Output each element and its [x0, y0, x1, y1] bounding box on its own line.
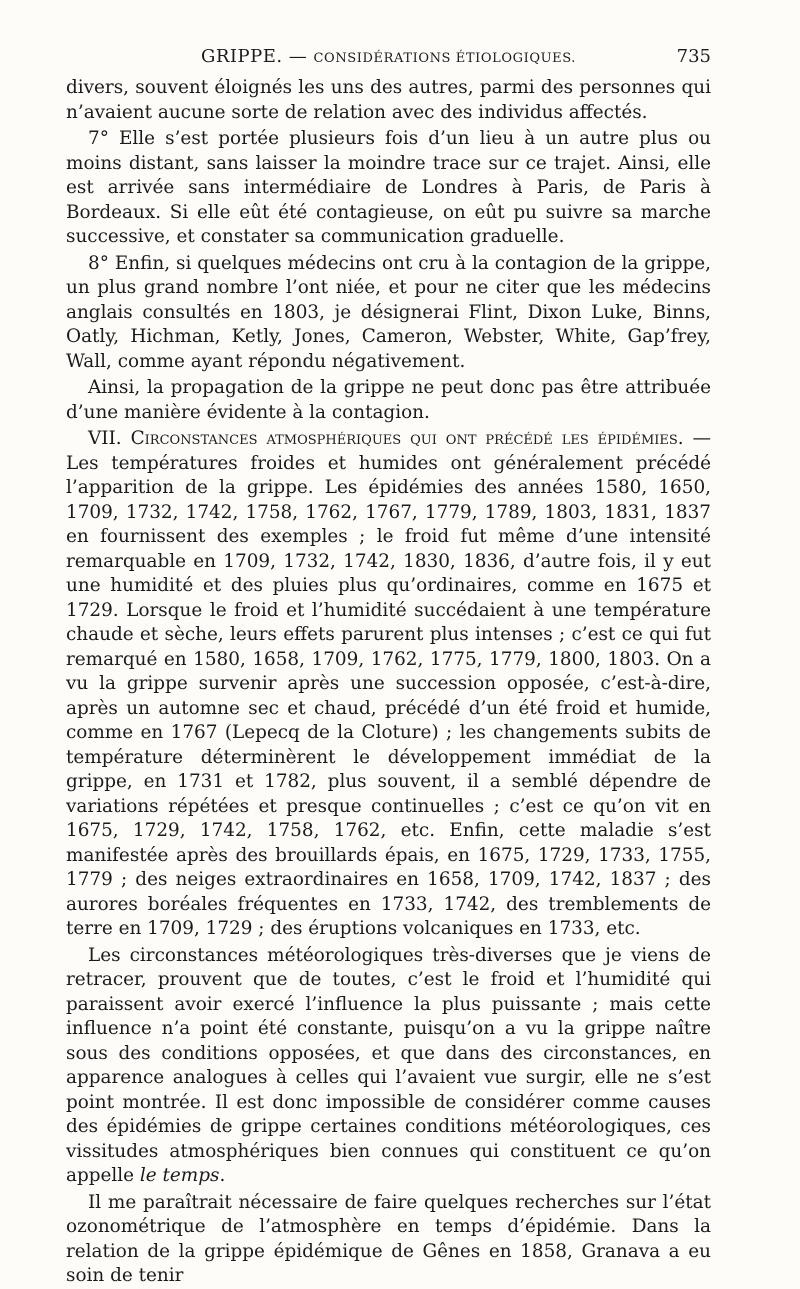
- paragraph-circonstances-text: Les circonstances météorologiques très-diverses que je viens de retracer, prouvent que de toutes, c’est le froid et l’humidité qui paraissent avoir exercé l’influence la plus puissante ; mais cette influence n’a point été constante, puisqu’on a vu la grippe naître sous des conditions opposées, et que dans des circonstances, en apparence analogues à celles qui l’avaient vue surgir, elle ne s’est point montrée. Il est donc impossible de considérer comme causes des épidémies de grippe certaines conditions météorologiques, ces vissitudes atmosphériques bien connues qui constituent ce qu’on appelle: [66, 944, 711, 1186]
- paragraph-conclusion: Ainsi, la propagation de la grippe ne peut donc pas être attribuée d’une manière évidente à la contagion.: [66, 377, 711, 423]
- section-vii-body: — Les températures froides et humides ont généralement précédé l’apparition de la grippe. Les épidémies des années 1580, 1650, 1709, 1732, 1742, 1758, 1762, 1767, 1779, 1789, 1803, 1831, 1837 en fournissent des exemples ; le froid fut même d’une intensité remarquable en 1709, 1732, 1742, 1830, 1836, d’autre fois, il y eut une humidité et des pluies plus qu’ordinaires, comme en 1675 et 1729. Lorsque le froid et l’humidité succédaient à une température chaude et sèche, leurs effets parurent plus intenses ; c’est ce qui fut remarqué en 1580, 1658, 1709, 1762, 1775, 1779, 1800, 1803. On a vu la grippe survenir après une succession opposée, c’est-à-dire, après un automne sec et chaud, précédé d’un été froid et humide, comme en 1767 (Lepecq de la Cloture) ; les changements subits de température déterminèrent le développement immédiat de la grippe, en 1731 et 1782, plus souvent, il a semblé dépendre de variations répétées et presque continuelles ; c’est ce qu’on vit en 1675, 1729, 1742, 1758, 1762, etc. Enfin, cette maladie s’est manifestée après des brouillards épais, en 1675, 1729, 1733, 1755, 1779 ; des neiges extraordinaires en 1658, 1709, 1742, 1837 ; des aurores boréales fréquentes en 1733, 1742, des tremblements de terre en 1709, 1729 ; des éruptions volcaniques en 1733, etc.: [66, 428, 711, 939]
- paragraph-circonstances-italic: le temps: [139, 1165, 220, 1186]
- header-title-sub: CONSIDÉRATIONS ÉTIOLOGIQUES.: [313, 51, 577, 66]
- section-vii-heading: VII. Circonstances atmosphériques qui ont précédé les épidémies.: [88, 428, 684, 449]
- running-header: [66, 42, 711, 70]
- paragraph-ozone: Il me paraîtrait nécessaire de faire quelques recherches sur l’état ozonométrique de l’atmosphère en temps d’épidémie. Dans la relation de la grippe épidémique de Gênes en 1858, Granava a eu soin de tenir: [66, 1191, 711, 1286]
- paragraph-continuation: divers, souvent éloignés les uns des autres, parmi des personnes qui n’avaient aucune sorte de relation avec des individus affectés.: [66, 77, 711, 123]
- page-number: 735: [676, 46, 711, 67]
- section-vii-paragraph: [66, 427, 711, 942]
- paragraph-8: 8° Enfin, si quelques médecins ont cru à la contagion de la grippe, un plus grand nombre l’ont niée, et pour ne citer que les médecins anglais consultés en 1803, je désignerai Flint, Dixon Luke, Binns, Oatly, Hichman, Ketly, Jones, Cameron, Webster, White, Gap’frey, Wall, comme ayant répondu négativement.: [66, 252, 711, 372]
- paragraph-7: 7° Elle s’est portée plusieurs fois d’un lieu à un autre plus ou moins distant, sans laisser la moindre trace sur ce trajet. Ainsi, elle est arrivée sans intermédiaire de Londres à Paris, de Paris à Bordeaux. Si elle eût été contagieuse, on eût pu suivre sa marche successive, et constater sa communication graduelle.: [66, 128, 711, 247]
- paragraph-circonstances: [66, 944, 711, 1189]
- paragraph-circonstances-end: .: [219, 1165, 226, 1186]
- header-title: [66, 46, 711, 67]
- header-title-main: GRIPPE. —: [200, 46, 314, 67]
- body-text: [66, 76, 711, 1289]
